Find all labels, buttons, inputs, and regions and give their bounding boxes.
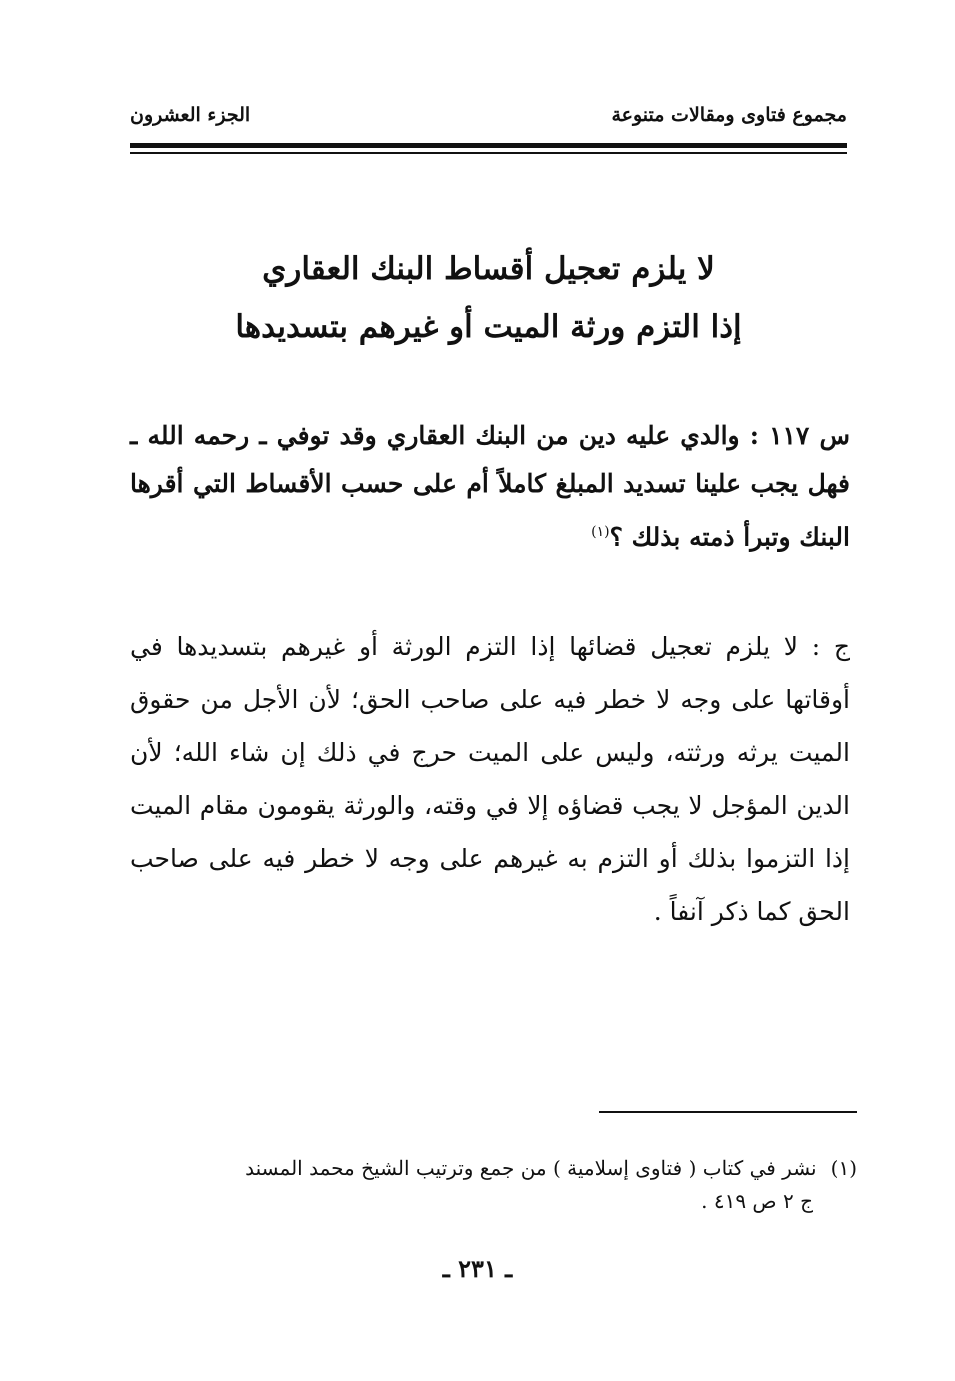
footnote-line-2: ج ٢ ص ٤١٩ . [701,1189,813,1213]
question-text: س ١١٧ : والدي عليه دين من البنك العقاري وقد توفي ـ رحمه الله ـ فهل يجب علينا تسديد المبلغ كاملاً أم على حسب الأقساط التي أقرها البنك وتبرأ ذمته بذلك ؟ [130,421,850,552]
running-header [130,104,847,138]
footnote-reference: (١) [591,524,610,540]
book-title: مجموع فتاوى ومقالات متنوعة [611,104,847,126]
header-rule-thick [130,143,847,148]
answer-block [130,620,850,938]
page-number: ـ ٢٣١ ـ [442,1254,513,1283]
title-line-1: لا يلزم تعجيل أقساط البنك العقاري [262,251,715,287]
footnote-line-1: نشر في كتاب ( فتاوى إسلامية ) من جمع وترتيب الشيخ محمد المسند [245,1156,817,1180]
answer-text: ج : لا يلزم تعجيل قضائها إذا التزم الورثة أو غيرهم بتسديدها في أوقاتها على وجه لا خطر فيه على صاحب الحق؛ لأن الأجل من حقوق الميت يرثه ورثته، وليس على الميت حرج في ذلك إن شاء الله؛ لأن الدين المؤجل لا يجب قضاؤه إلا في وقته، والورثة يقومون مقام الميت إذا التزموا بذلك أو التزم به غيرهم على وجه لا خطر فيه على صاحب الحق كما ذكر آنفاً . [130,632,850,926]
footnote [132,1152,857,1218]
question-block [130,412,850,561]
header-rule-thin [130,152,847,154]
footnote-separator [599,1111,857,1113]
title-line-2: إذا التزم ورثة الميت أو غيرهم بتسديدها [235,309,742,345]
footnote-marker: (١) [830,1156,857,1180]
volume-label: الجزء العشرون [130,104,251,126]
fatwa-title [130,240,847,356]
